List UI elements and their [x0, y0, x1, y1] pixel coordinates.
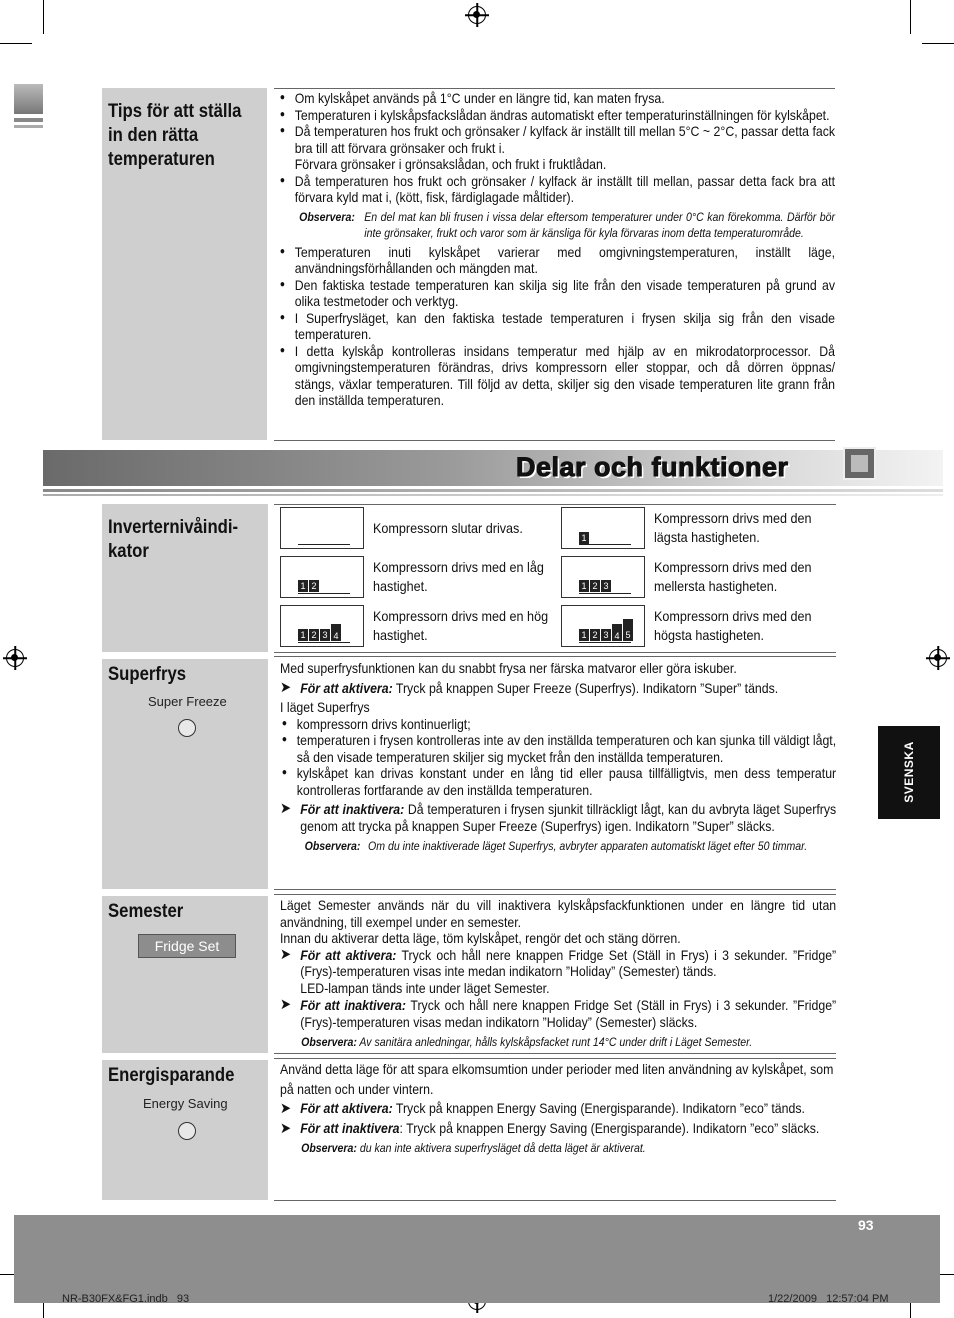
energi-content — [280, 1060, 836, 1157]
section-rule — [274, 894, 836, 895]
inverter-display-0 — [280, 507, 364, 549]
list-item: ● I Superfrysläget, kan den faktiska testade temperaturen i frysen skilja sig från den visade temperaturen. — [278, 310, 835, 343]
energi-title: Energisparande — [108, 1065, 235, 1086]
list-item: ● temperaturen i frysen kontrolleras inte av den inställda temperaturen och kan sjunka till väldigt lågt, så den visade temperaturen skiljer sig mycket från den inställda temperaturen. — [280, 732, 836, 765]
semester-activate: ➤ För att aktivera: Tryck och håll nere knappen Fridge Set (Ställ in Frys) i 3 sekunder. ”Fridge” (Frys)-temperaturen visas inte medan indikatorn ”Holiday” (Semester) tänds. LED-lampan tänds inte under läget Semester. — [280, 947, 836, 997]
banner-stripe — [43, 494, 943, 496]
energy-saving-label: Energy Saving — [143, 1096, 228, 1111]
superfrys-activate: ➤ För att aktivera: Tryck på knappen Super Freeze (Superfrys). Indikatorn ”Super” tänds. — [280, 680, 836, 697]
crop-mark — [910, 0, 911, 34]
inverter-display-5: 1 2 3 4 5 — [561, 605, 645, 647]
semester-observe: Observera: Av sanitära anledningar, hålls kylskåpsfacket runt 14°C under drift i Läget Semester. — [301, 1035, 753, 1049]
crop-mark — [43, 0, 44, 34]
semester-title: Semester — [108, 901, 184, 922]
superfrys-observe: Observera: Om du inte inaktiverade läget Superfrys, avbryter apparaten automatiskt läget efter 50 timmar. — [304, 839, 808, 853]
energi-activate: ➤ För att aktivera: Tryck på knappen Energy Saving (Energisparande). Indikatorn ”eco” tänds. — [280, 1099, 836, 1119]
corner-decoration — [14, 125, 43, 128]
super-freeze-label: Super Freeze — [148, 694, 227, 709]
inverter-display-4: 1 2 3 4 — [280, 605, 364, 647]
superfrys-title: Superfrys — [108, 664, 187, 685]
registration-mark-icon — [6, 649, 24, 667]
energi-intro: Använd detta läge för att spara elkomsumtion under perioder med liten användning av kylskåpet, som på natten och under vintern. — [280, 1061, 834, 1097]
corner-decoration — [14, 118, 43, 122]
list-item: ● kompressorn drivs kontinuerligt; — [280, 716, 836, 733]
banner-square-icon — [843, 447, 876, 480]
list-item: ● Temperaturen inuti kylskåpet varierar med omgivningstemperaturen, inställt läge, användningsförhållanden och mängden mat. — [278, 244, 835, 277]
inverter-text: Kompressorn slutar drivas. — [373, 520, 523, 536]
section-rule — [274, 440, 835, 441]
list-item: ● I detta kylskåp kontrolleras insidans temperatur med hjälp av en mikrodatorprocessor. Då omgivningstemperaturen förändras, drivs kompressorn eller stoppar, och då dörren öppnas/ stängs, växlar temperaturen. Till följd av detta, skiljer sig den visade temperaturen lite grann från den inställda temperaturen. — [278, 343, 835, 409]
footer-file: NR-B30FX&FG1.indb 93 — [62, 1293, 190, 1305]
crop-mark — [922, 43, 954, 44]
fridge-set-label: Fridge Set — [154, 938, 220, 954]
section-rule — [274, 1200, 836, 1201]
semester-deactivate: ➤ För att inaktivera: Tryck och håll nere knappen Fridge Set (Ställ in Frys) i 3 sekunder. ”Fridge” (Frys)-temperaturen visas medan indikatorn ”Holiday” (Semester) släcks. — [280, 997, 836, 1030]
footer-bar — [14, 1215, 940, 1303]
list-item: ● kylskåpet kan drivas konstant under en lång tid eller pausa tillfälligtvis, men dess temperatur kontrolleras fortfarande av den inställda temperaturen. — [280, 765, 836, 798]
tips-observe: Observera: En del mat kan bli frusen i vissa delar eftersom temperaturer under 0°C kan förekomma. Därför bör inte grönsaker, frukt och varor som är känsliga för kyla förvaras inom detta temperaturområde. — [299, 209, 836, 240]
semester-content — [280, 897, 836, 1051]
inverter-text: Kompressorn drivs med en hög hastighet. — [373, 608, 549, 643]
section-rule — [274, 504, 836, 505]
inverter-text: Kompressorn drivs med den högsta hastigheten. — [654, 608, 812, 643]
registration-mark-icon — [468, 6, 486, 24]
section-rule — [274, 1053, 836, 1054]
inverter-text: Kompressorn drivs med en låg hastighet. — [373, 559, 544, 594]
section-rule — [274, 88, 835, 89]
semester-intro: Läget Semester används när du vill inaktivera kylskåpsfackfunktionen under en längre tid utan användning, till exempel under en semester. — [280, 897, 837, 930]
tips-title: Tips för att ställa in den rätta temperaturen — [108, 101, 242, 170]
superfrys-intro: Med superfrysfunktionen kan du snabbt frysa ner färska matvaror eller göra iskuber. — [280, 660, 737, 676]
inverter-text: Kompressorn drivs med den mellersta hastigheten. — [654, 559, 812, 594]
super-freeze-button[interactable] — [178, 719, 196, 737]
list-item: ● Temperaturen i kylskåpsfackslådan ändras automatiskt efter temperaturinställningen för kylskåpet. — [278, 107, 835, 124]
footer-date: 1/22/2009 12:57:04 PM — [768, 1293, 889, 1305]
superfrys-deactivate: ➤ För att inaktivera: Då temperaturen i frysen sjunkit tillräckligt lågt, kan du avbryta läget Superfrys genom att trycka på knappen Super Freeze (Superfrys) igen. Indikatorn ”Super” släcks. — [280, 801, 836, 834]
banner-bar — [43, 450, 943, 486]
banner-stripe — [43, 489, 943, 492]
crop-mark — [0, 43, 32, 44]
list-item: ● Då temperaturen hos frukt och grönsaker / kylfack är inställt till mellan, passar detta fack bra att förvara kyld mat i, (kött, fisk, färdiglagade måltider). — [278, 173, 835, 206]
section-rule — [274, 652, 836, 653]
superfrys-content — [280, 660, 836, 855]
language-tab-label: SVENSKA — [902, 741, 916, 803]
inverter-title: Inverternivåindi-kator — [108, 517, 239, 562]
page-number: 93 — [858, 1217, 874, 1233]
superfrys-mode-intro: I läget Superfrys — [280, 699, 370, 715]
section-rule — [274, 656, 836, 657]
inverter-display-2: 1 2 — [280, 556, 364, 598]
inverter-display-3: 1 2 3 — [561, 556, 645, 598]
energi-deactivate: ➤ För att inaktivera: Tryck på knappen Energy Saving (Energisparande). Indikatorn ”eco” släcks. — [280, 1119, 836, 1139]
registration-mark-icon — [929, 649, 947, 667]
inverter-display-1: 1 — [561, 507, 645, 549]
inverter-text: Kompressorn drivs med den lägsta hastigheten. — [654, 510, 812, 545]
banner-title: Delar och funktioner — [516, 452, 789, 482]
tips-content — [278, 90, 835, 409]
section-rule — [274, 889, 836, 890]
fridge-set-button[interactable] — [138, 934, 236, 958]
energi-observe: Observera: du kan inte aktivera superfrysläget då detta läget är aktiverat. — [301, 1141, 646, 1155]
language-side-tab — [878, 726, 940, 819]
list-item: ● Den faktiska testade temperaturen kan skilja sig lite från den visade temperaturen på grund av olika testmetoder och verktyg. — [278, 277, 835, 310]
semester-intro2: Innan du aktiverar detta läge, töm kylskåpet, rengör det och stäng dörren. — [280, 930, 681, 946]
energy-saving-button[interactable] — [178, 1122, 196, 1140]
section-rule — [274, 1058, 836, 1059]
list-item: ● Om kylskåpet används på 1°C under en längre tid, kan maten frysa. — [278, 90, 835, 107]
list-item: ● Då temperaturen hos frukt och grönsaker / kylfack är inställt till mellan 5°C ~ 2°C, passar detta fack bra till att förvara grönsaker och frukt i. Förvara grönsaker i grönsakslådan, och frukt i fruktlådan. — [278, 123, 835, 173]
corner-decoration — [14, 84, 43, 114]
